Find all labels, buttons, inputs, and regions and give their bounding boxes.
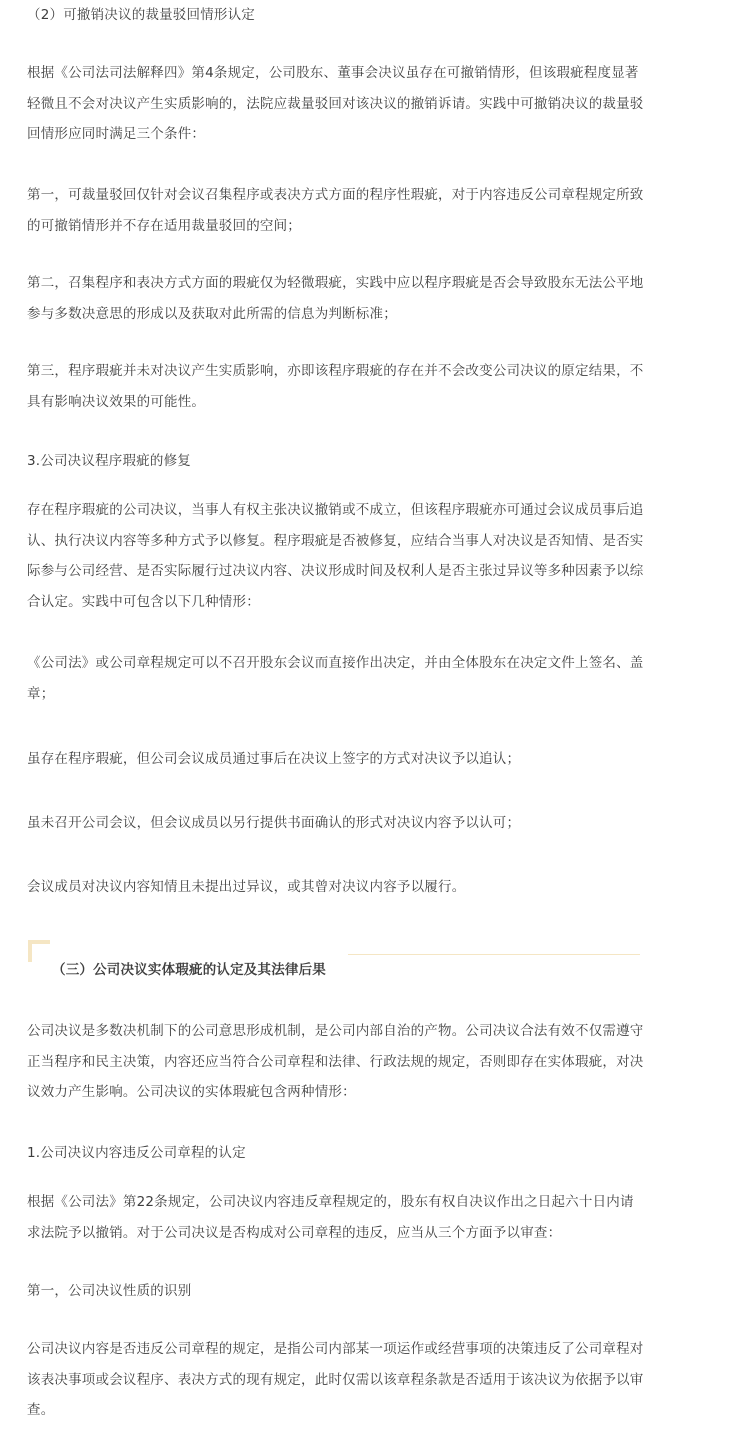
paragraph-case-3: 虽未召开公司会议，但会议成员以另行提供书面确认的形式对决议内容予以认可； — [27, 815, 521, 831]
paragraph-judicial-interpretation: 根据《公司法司法解释四》第4条规定，公司股东、董事会决议虽存在可撤销情形，但该瑕疵程度显著 轻微且不会对决议产生实质影响的，法院应裁量驳回对该决议的撤销诉请。实践中可撤销决议的裁量驳 回情形应同时满足三个条件： — [27, 65, 644, 142]
paragraph-case-4: 会议成员对决议内容知情且未提出过异议，或其曾对决议内容予以履行。 — [27, 879, 466, 895]
paragraph-defect-repair: 存在程序瑕疵的公司决议，当事人有权主张决议撤销或不成立，但该程序瑕疵亦可通过会议成员事后追 认、执行决议内容等多种方式予以修复。程序瑕疵是否被修复，应结合当事人对决议是否知情、是否实 际参与公司经营、是否实际履行过决议内容、决议形成时间及权利人是否主张过异议等多种因素予以综 合认定。实践中可包含以下几种情形： — [27, 502, 644, 610]
paragraph-review-1-body: 公司决议内容是否违反公司章程的规定，是指公司内部某一项运作或经营事项的决策违反了公司章程对 该表决事项或会议程序、表决方式的现有规定，此时仅需以该章程条款是否适用于该决议为依据予以审 查。 — [27, 1341, 644, 1418]
paragraph-substantive-defect: 公司决议是多数决机制下的公司意思形成机制，是公司内部自治的产物。公司决议合法有效不仅需遵守 正当程序和民主决策，内容还应当符合公司章程和法律、行政法规的规定，否则即存在实体瑕疵，对决 议效力产生影响。公司决议的实体瑕疵包含两种情形： — [27, 1023, 644, 1100]
paragraph-condition-3: 第三，程序瑕疵并未对决议产生实质影响，亦即该程序瑕疵的存在并不会改变公司决议的原定结果，不 具有影响决议效果的可能性。 — [27, 363, 644, 410]
heading-corner-decoration — [28, 940, 50, 962]
subsection-title-1: 1.公司决议内容违反公司章程的认定 — [27, 1145, 246, 1161]
section-heading: （三）公司决议实体瑕疵的认定及其法律后果 — [52, 962, 326, 978]
paragraph-case-2: 虽存在程序瑕疵，但公司会议成员通过事后在决议上签字的方式对决议予以追认； — [27, 751, 521, 767]
paragraph-condition-2: 第二，召集程序和表决方式方面的瑕疵仅为轻微瑕疵，实践中应以程序瑕疵是否会导致股东无法公平地 参与多数决意思的形成以及获取对此所需的信息为判断标准； — [27, 275, 644, 322]
paragraph-case-1: 《公司法》或公司章程规定可以不召开股东会议而直接作出决定，并由全体股东在决定文件上签名、盖 章； — [27, 655, 644, 702]
subsection-title-2: （2）可撤销决议的裁量驳回情形认定 — [27, 7, 255, 23]
paragraph-condition-1: 第一，可裁量驳回仅针对会议召集程序或表决方式方面的程序性瑕疵，对于内容违反公司章程规定所致 的可撤销情形并不存在适用裁量驳回的空间； — [27, 187, 644, 234]
paragraph-article-22: 根据《公司法》第22条规定，公司决议内容违反章程规定的，股东有权自决议作出之日起六十日内请 求法院予以撤销。对于公司决议是否构成对公司章程的违反，应当从三个方面予以审查： — [27, 1194, 634, 1241]
paragraph-review-1-title: 第一，公司决议性质的识别 — [27, 1283, 192, 1299]
heading-divider-line — [348, 954, 640, 955]
subsection-title-3: 3.公司决议程序瑕疵的修复 — [27, 453, 191, 469]
section-heading-block — [28, 940, 640, 980]
